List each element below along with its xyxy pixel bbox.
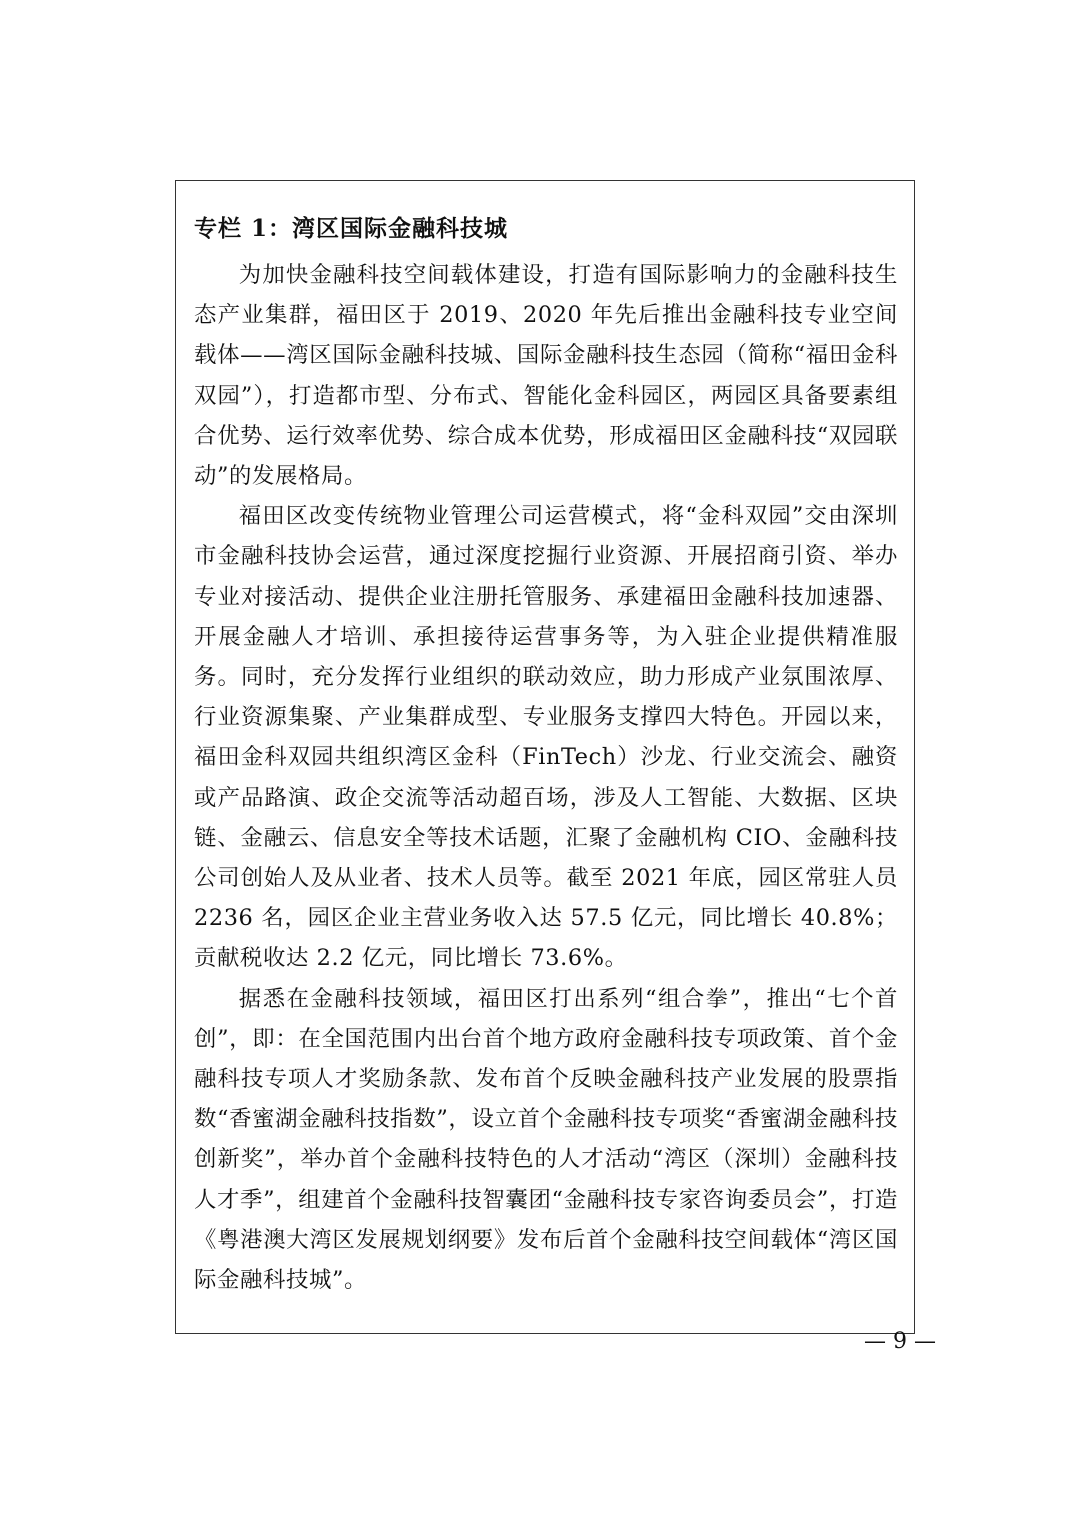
column-title: 专栏 1：湾区国际金融科技城 — [194, 215, 509, 242]
paragraph-seven-firsts: 据悉在金融科技领域，福田区打出系列“组合拳”，推出“七个首创”，即：在全国范围内出台首个地方政府金融科技专项政策、首个金融科技专项人才奖励条款、发布首个反映金融科技产业发展的股票指数“香蜜湖金融科技指数”，设立首个金融科技专项奖“香蜜湖金融科技创新奖”，举办首个金融科技特色的人才活动“湾区（深圳）金融科技人才季”，组建首个金融科技智囊团“金融科技专家咨询委员会”，打造《粤港澳大湾区发展规划纲要》发布后首个金融科技空间载体“湾区国际金融科技城”。 — [194, 985, 898, 1294]
paragraph-operations: 福田区改变传统物业管理公司运营模式，将“金科双园”交由深圳市金融科技协会运营，通过深度挖掘行业资源、开展招商引资、举办专业对接活动、提供企业注册托管服务、承建福田金融科技加速器、开展金融人才培训、承担接待运营事务等，为入驻企业提供精准服务。同时，充分发挥行业组织的联动效应，助力形成产业氛围浓厚、行业资源集聚、产业集群成型、专业服务支撑四大特色。开园以来，福田金科双园共组织湾区金科（FinTech）沙龙、行业交流会、融资或产品路演、政企交流等活动超百场，涉及人工智能、大数据、区块链、金融云、信息安全等技术话题，汇聚了金融机构 CIO、金融科技公司创始人及从业者、技术人员等。截至 2021 年底，园区常驻人员 2236 名，园区企业主营业务收入达 57.5 亿元，同比增长 40.8%；贡献税收达 2.2 亿元，同比增长 73.6%。 — [194, 503, 898, 972]
feature-column-box — [175, 180, 915, 1334]
page-number: — 9 — — [864, 1329, 936, 1354]
paragraph-intro: 为加快金融科技空间载体建设，打造有国际影响力的金融科技生态产业集群，福田区于 2019、2020 年先后推出金融科技专业空间载体——湾区国际金融科技城、国际金融科技生态园（简称“福田金科双园”），打造都市型、分布式、智能化金科园区，两园区具备要素组合优势、运行效率优势、综合成本优势，形成福田区金融科技“双园联动”的发展格局。 — [194, 262, 898, 490]
